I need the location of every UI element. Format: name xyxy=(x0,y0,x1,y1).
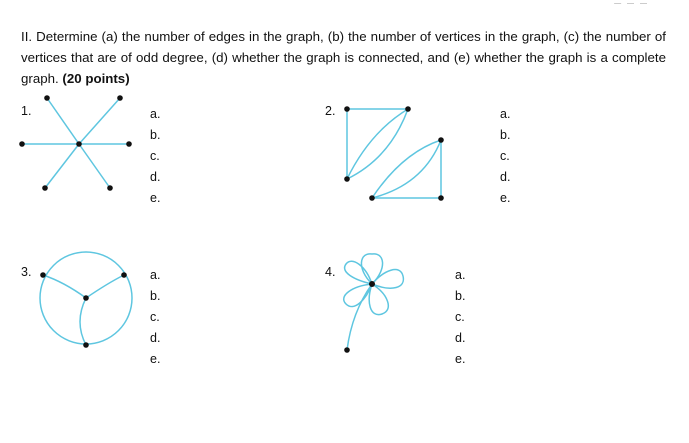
problem-4-options xyxy=(455,265,465,370)
problem-1-number: 1. xyxy=(21,104,32,118)
option-a: a. xyxy=(500,107,511,121)
option-c: c. xyxy=(455,310,465,324)
option-b: b. xyxy=(500,128,511,142)
option-c: c. xyxy=(150,149,160,163)
option-c: c. xyxy=(500,149,510,163)
problem-3-number: 3. xyxy=(21,265,32,279)
graph-4-loop xyxy=(344,284,372,307)
option-b: b. xyxy=(150,289,161,303)
option-d: d. xyxy=(455,331,466,345)
question-points: (20 points) xyxy=(62,71,130,86)
option-a: a. xyxy=(455,268,466,282)
option-e: e. xyxy=(500,191,511,205)
option-d: d. xyxy=(150,170,161,184)
option-d: d. xyxy=(500,170,511,184)
problem-2-number: 2. xyxy=(325,104,336,118)
option-b: b. xyxy=(455,289,466,303)
problem-4-number: 4. xyxy=(325,265,336,279)
corner-marks: — — — xyxy=(614,0,649,7)
graph-4-vertex xyxy=(369,281,375,287)
graph-4-stem xyxy=(347,284,372,350)
graph-4-vertex xyxy=(344,347,350,353)
option-a: a. xyxy=(150,268,161,282)
question-body: II. Determine (a) the number of edges in the graph, (b) the number of vertices in the graph, (c) the number of vertices that are of odd degree, (d) whether the graph is connected, and (e) whether the graph is a complete graph. xyxy=(21,29,666,86)
option-d: d. xyxy=(150,331,161,345)
option-a: a. xyxy=(150,107,161,121)
option-e: e. xyxy=(455,352,466,366)
option-c: c. xyxy=(150,310,160,324)
option-e: e. xyxy=(150,191,161,205)
option-e: e. xyxy=(150,352,161,366)
graph-4-loop xyxy=(372,270,403,289)
option-b: b. xyxy=(150,128,161,142)
